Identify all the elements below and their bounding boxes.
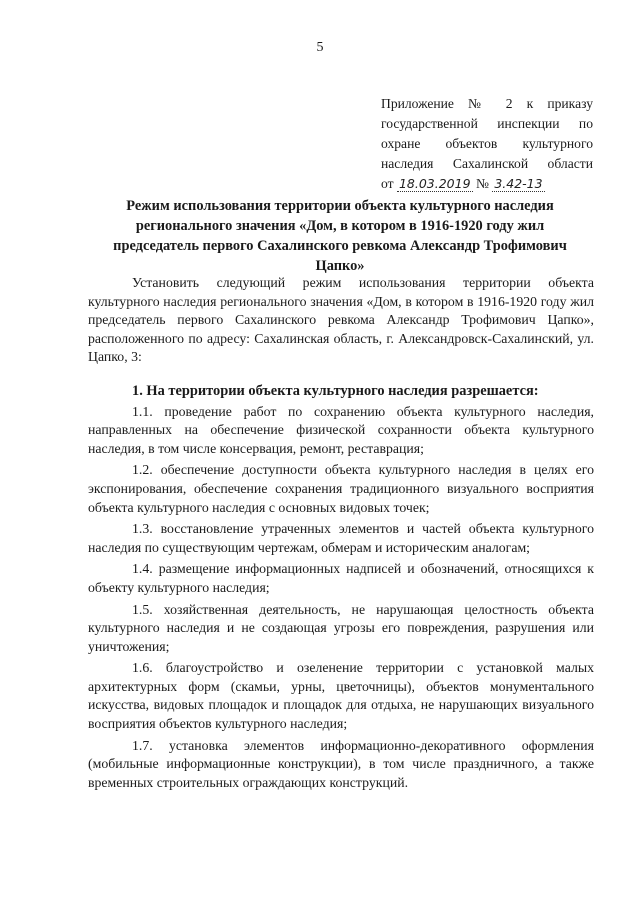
list-item: 1.7. установка элементов информационно-декоративного оформления (мобильные информационные конструкции), в том числе праздничного, а также временных строительных ограждающих конструкций.: [88, 737, 594, 790]
date-prefix: от: [381, 176, 394, 191]
list-item: 1.5. хозяйственная деятельность, не нарушающая целостность объекта культурного наследия и не создающая угрозы его повреждения, разрушения или уничтожения;: [88, 601, 594, 654]
list-item: 1.1. проведение работ по сохранению объекта культурного наследия, направленных на обеспечение физической сохранности объекта культурного наследия, в том числе консервация, ремонт, реставрация;: [88, 403, 594, 456]
page-number: 5: [316, 40, 324, 55]
number-prefix: №: [475, 176, 489, 191]
appendix-line-2: государственной инспекции по: [381, 116, 593, 131]
list-item: 1.4. размещение информационных надписей и обозначений, относящихся к объекту культурного наследия;: [88, 561, 594, 595]
handwritten-date: 18.03.2019: [398, 176, 471, 191]
title-line-1: Режим использования территории объекта культурного наследия: [126, 198, 554, 214]
title-line-3: председатель первого Сахалинского ревкома Александр Трофимович: [113, 238, 567, 254]
list-item: 1.3. восстановление утраченных элементов и частей объекта культурного наследия по существующим чертежам, обмерам и историческим аналогам;: [88, 521, 594, 555]
document-title: [80, 196, 600, 276]
intro-paragraph: Установить следующий режим использования территории объекта культурного наследия регионального значения «Дом, в котором в 1916-1920 году жил председатель первого Сахалинского ревкома Александр Трофимович Цапко», расположенного по адресу: Сахалинская область, г. Александровск-Сахалинский, ул. Цапко, 3:: [88, 275, 594, 365]
list-item: 1.6. благоустройство и озеленение территории с установкой малых архитектурных форм (скамьи, урны, цветочницы), объектов монументального искусства, видовых площадок и площадок для отдыха, не нарушающих визуального восприятия объектов культурного наследия;: [88, 660, 594, 732]
section-1-heading: 1. На территории объекта культурного наследия разрешается:: [132, 382, 539, 399]
title-line-2: регионального значения «Дом, в котором в 1916-1920 году жил: [135, 218, 545, 234]
document-body: [88, 274, 594, 795]
appendix-date-line: [381, 174, 593, 194]
title-line-4: Цапко»: [315, 258, 365, 274]
handwritten-order-number: 3.42-13: [494, 176, 543, 191]
appendix-line-1: Приложение № 2 к приказу: [381, 96, 593, 111]
appendix-header: [381, 94, 593, 194]
list-item: 1.2. обеспечение доступности объекта культурного наследия в целях его экспонирования, обеспечение сохранения традиционного визуального восприятия объекта культурного наследия с основных видовых точек;: [88, 462, 594, 515]
appendix-line-4: наследия Сахалинской области: [381, 156, 593, 171]
appendix-line-3: охране объектов культурного: [381, 136, 593, 151]
